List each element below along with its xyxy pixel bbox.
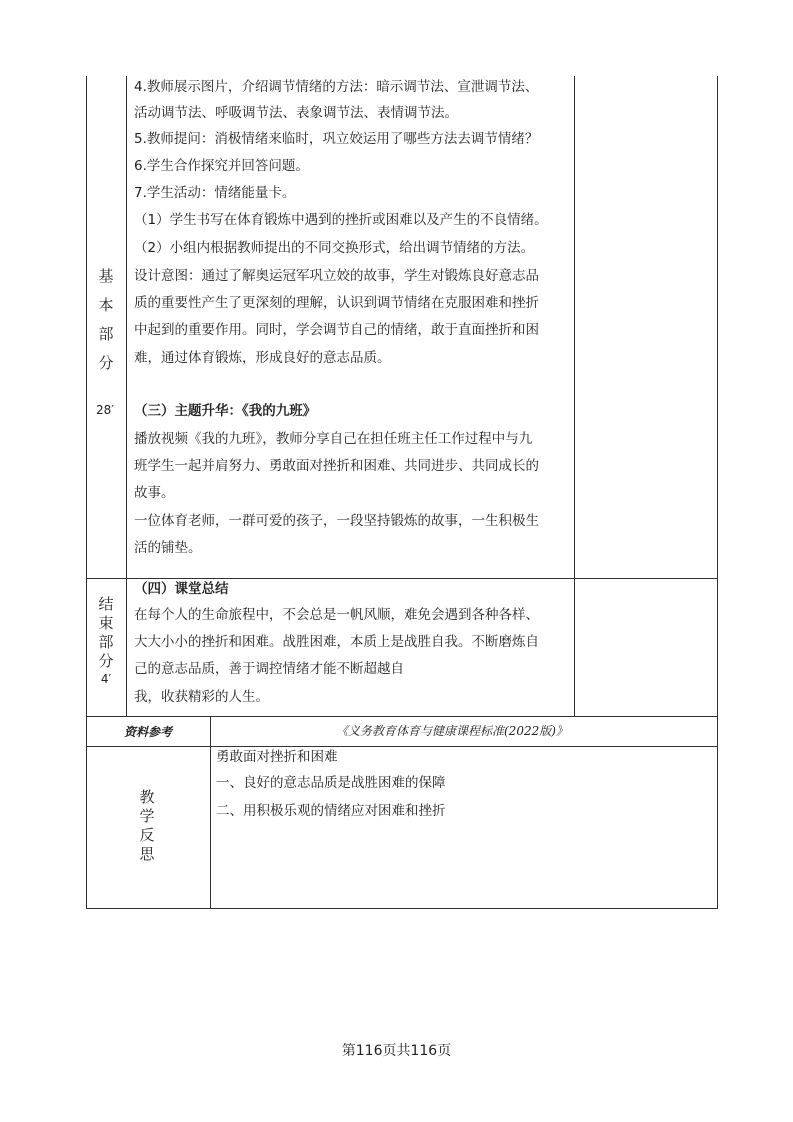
theme-line: 故事。 — [134, 485, 175, 501]
basic-label-char: 部 — [98, 325, 114, 343]
basic-section-label — [91, 262, 121, 378]
reference-value: 《义务教育体育与健康课程标准(2022版)》 — [336, 724, 568, 738]
content-line: 质的重要性产生了更深刻的理解，认识到调节情绪在克服困难和挫折 — [134, 295, 539, 311]
ending-section-duration: 4′ — [100, 672, 112, 686]
row-divider-reference — [86, 716, 718, 717]
content-line: 7.学生活动：情绪能量卡。 — [134, 185, 296, 201]
theme-line: 播放视频《我的九班》，教师分享自己在担任班主任工作过程中与九 — [134, 431, 533, 447]
basic-label-char: 基 — [98, 267, 114, 285]
ending-section-label — [91, 595, 121, 687]
summary-line: 己的意志品质，善于调控情绪才能不断超越自 — [134, 661, 404, 677]
reflection-line: 一、良好的意志品质是战胜困难的保障 — [216, 775, 446, 791]
summary-line: 在每个人的生命旅程中，不会总是一帆风顺，难免会遇到各种各样、 — [134, 607, 539, 623]
row-divider-ending — [86, 578, 718, 579]
basic-section-duration: 28′ — [96, 403, 114, 417]
content-line: 4.教师展示图片，介绍调节情绪的方法：暗示调节法、宣泄调节法、 — [134, 79, 539, 95]
reflection-line: 勇敢面对挫折和困难 — [216, 749, 338, 765]
page-number: 第116页共116页 — [341, 1043, 452, 1059]
reflection-label-char: 思 — [139, 845, 155, 863]
theme-line: 班学生一起并肩努力、勇敢面对挫折和困难、共同进步、共同成长的 — [134, 458, 539, 474]
content-line: 难，通过体育锻炼，形成良好的意志品质。 — [134, 350, 391, 366]
reflection-label — [132, 788, 162, 864]
column-divider-label — [126, 76, 127, 716]
table-border-bottom — [86, 908, 718, 909]
summary-heading: （四）课堂总结 — [134, 581, 229, 597]
column-divider-notes — [574, 76, 575, 716]
ending-label-char: 结 — [98, 595, 114, 613]
reflection-label-char: 学 — [139, 807, 155, 825]
table-border-right — [717, 76, 718, 909]
reference-label: 资料参考 — [124, 725, 173, 739]
column-divider-bottom — [210, 716, 211, 909]
ending-label-char: 束 — [98, 614, 114, 632]
theme-line: 活的铺垫。 — [134, 540, 202, 556]
ending-label-char: 部 — [98, 633, 114, 651]
content-line: （2）小组内根据教师提出的不同交换形式，给出调节情绪的方法。 — [134, 240, 535, 256]
row-divider-reflection — [86, 746, 718, 747]
reflection-label-char: 反 — [139, 826, 155, 844]
reflection-label-char: 教 — [139, 788, 155, 806]
summary-line: 我，收获精彩的人生。 — [134, 689, 269, 705]
theme-line: 一位体育老师，一群可爱的孩子，一段坚持锻炼的故事，一生积极生 — [134, 513, 539, 529]
content-line: 设计意图：通过了解奥运冠军巩立姣的故事，学生对锻炼良好意志品 — [134, 268, 539, 284]
reflection-line: 二、用积极乐观的情绪应对困难和挫折 — [216, 803, 446, 819]
summary-line: 大大小小的挫折和困难。战胜困难，本质上是战胜自我。不断磨炼自 — [134, 634, 539, 650]
content-line: 活动调节法、呼吸调节法、表象调节法、表情调节法。 — [134, 105, 458, 121]
ending-label-char: 分 — [98, 652, 114, 670]
content-line: 中起到的重要作用。同时，学会调节自己的情绪，敢于直面挫折和困 — [134, 322, 539, 338]
content-line: 6.学生合作探究并回答问题。 — [134, 158, 309, 174]
content-line: （1）学生书写在体育锻炼中遇到的挫折或困难以及产生的不良情绪。 — [134, 212, 548, 228]
theme-heading: （三）主题升华：《我的九班》 — [134, 403, 317, 419]
table-border-left — [86, 76, 87, 909]
content-line: 5.教师提问：消极情绪来临时，巩立姣运用了哪些方法去调节情绪？ — [134, 131, 539, 147]
basic-label-char: 分 — [98, 354, 114, 372]
basic-label-char: 本 — [98, 296, 114, 314]
